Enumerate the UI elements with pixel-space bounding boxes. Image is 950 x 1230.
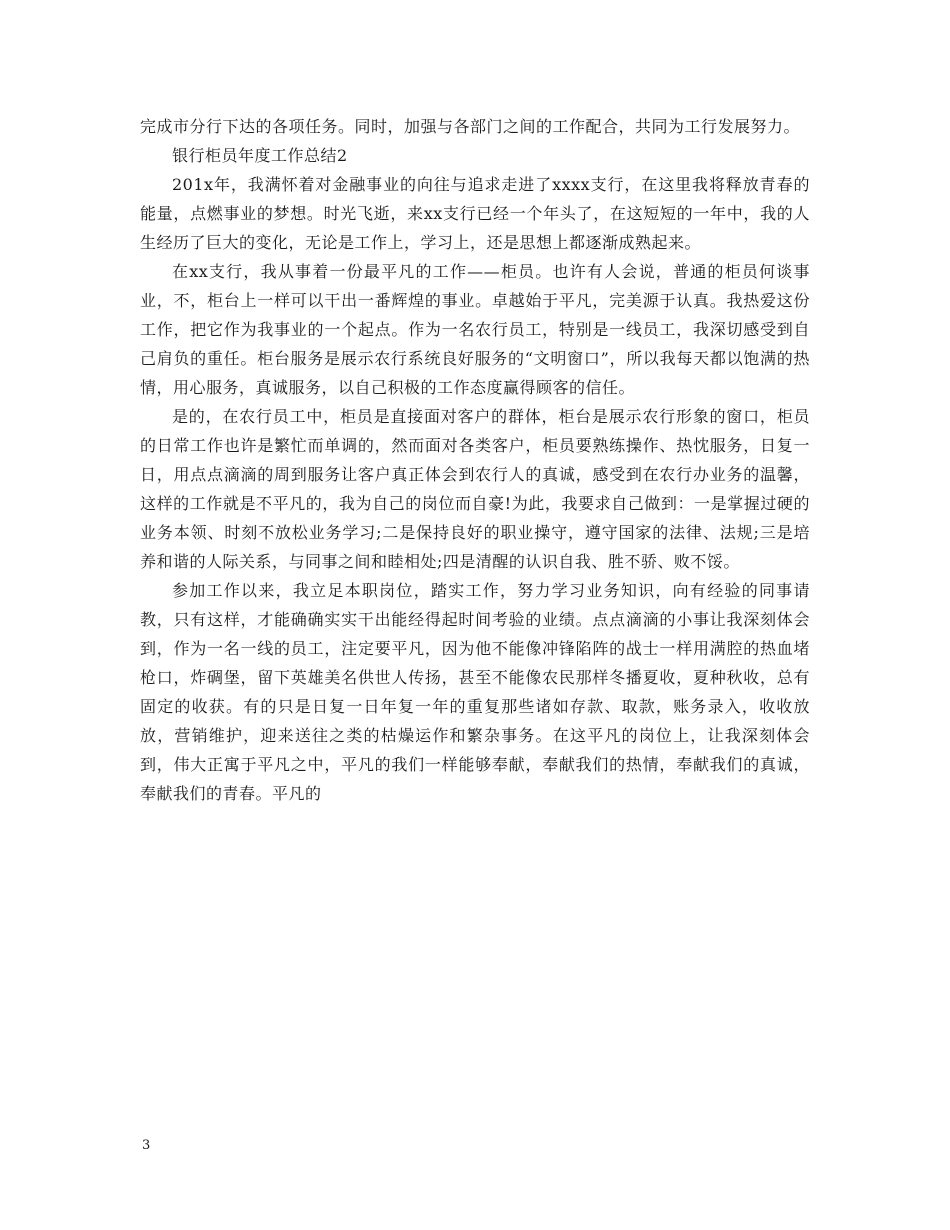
- section-heading: 银行柜员年度工作总结2: [172, 146, 348, 165]
- paragraph: 在xx支行，我从事着一份最平凡的工作——柜员。也许有人会说，普通的柜员何谈事业，不，柜台上一样可以干出一番辉煌的事业。卓越始于平凡，完美源于认真。我热爱这份工作，把它作为我事业的一个起点。作为一名农行员工，特别是一线员工，我深切感受到自己肩负的重任。柜台服务是展示农行系统良好服务的“文明窗口”，所以我每天都以饱满的热情，用心服务，真诚服务，以自己积极的工作态度赢得顾客的信任。: [140, 262, 810, 397]
- paragraph: 201x年，我满怀着对金融事业的向往与追求走进了xxxx支行，在这里我将释放青春的能量，点燃事业的梦想。时光飞逝，来xx支行已经一个年头了，在这短短的一年中，我的人生经历了巨大的变化，无论是工作上，学习上，还是思想上都逐渐成熟起来。: [140, 175, 810, 252]
- paragraph: 参加工作以来，我立足本职岗位，踏实工作，努力学习业务知识，向有经验的同事请教，只有这样，才能确确实实干出能经得起时间考验的业绩。点点滴滴的小事让我深刻体会到，作为一名一线的员工，注定要平凡，因为他不能像冲锋陷阵的战士一样用满腔的热血堵枪口，炸碉堡，留下英雄美名供世人传扬，甚至不能像农民那样冬播夏收，夏种秋收，总有固定的收获。有的只是日复一日年复一年的重复那些诸如存款、取款，账务录入，收收放放，营销维护，迎来送往之类的枯燥运作和繁杂事务。在这平凡的岗位上，让我深刻体会到，伟大正寓于平凡之中，平凡的我们一样能够奉献，奉献我们的热情，奉献我们的真诚，奉献我们的青春。平凡的: [140, 581, 810, 803]
- document-body: [140, 112, 810, 808]
- paragraph-continuation: 完成市分行下达的各项任务。同时，加强与各部门之间的工作配合，共同为工行发展努力。: [140, 117, 801, 136]
- paragraph: 是的，在农行员工中，柜员是直接面对客户的群体，柜台是展示农行形象的窗口，柜员的日常工作也许是繁忙而单调的，然而面对各类客户，柜员要熟练操作、热忱服务，日复一日，用点点滴滴的周到服务让客户真正体会到农行人的真诚，感受到在农行办业务的温馨，这样的工作就是不平凡的，我为自己的岗位而自豪!为此，我要求自己做到：一是掌握过硬的业务本领、时刻不放松业务学习;二是保持良好的职业操守，遵守国家的法律、法规;三是培养和谐的人际关系，与同事之间和睦相处;四是清醒的认识自我、胜不骄、败不馁。: [140, 407, 810, 571]
- page-number: 3: [142, 1138, 151, 1153]
